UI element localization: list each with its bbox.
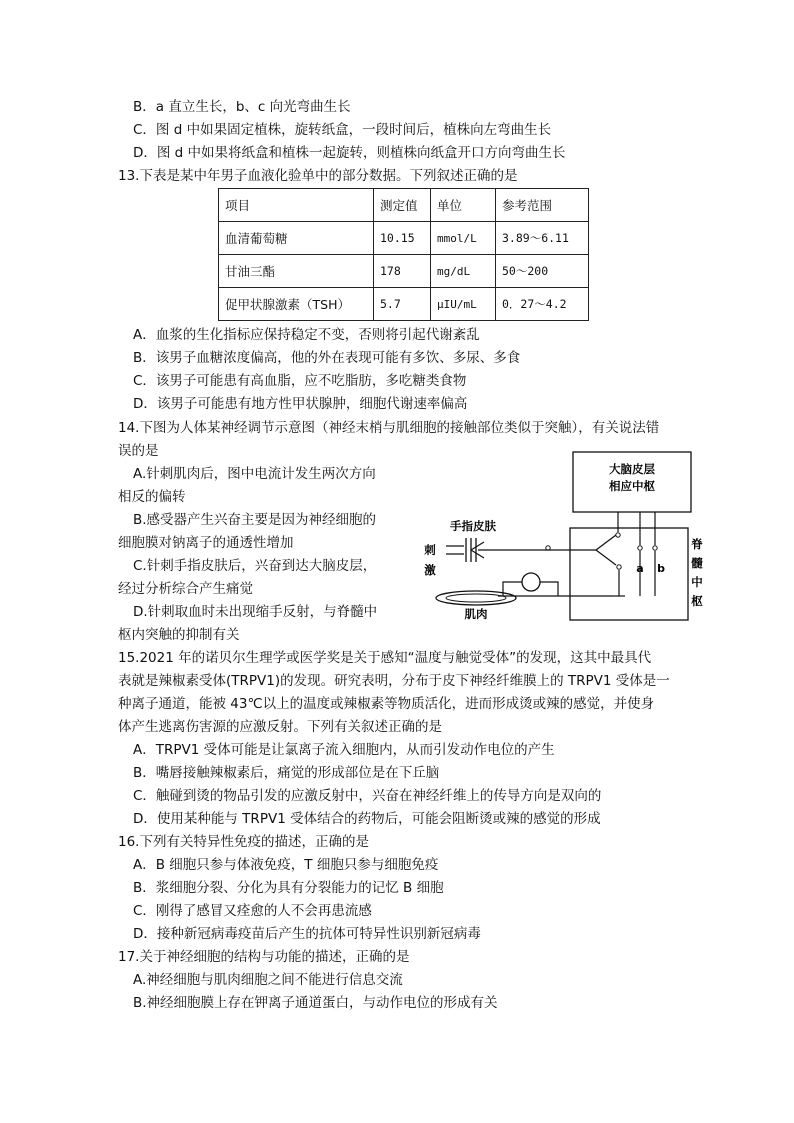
spinal-label: 脊 xyxy=(691,537,703,551)
table-cell: 178 xyxy=(374,255,431,288)
q15-option-a: A．TRPV1 受体可能是让氯离子流入细胞内，从而引发动作电位的产生 xyxy=(133,742,555,758)
q14-option-d: D.针刺取血时未出现缩手反射，与脊髓中 xyxy=(133,604,378,620)
q17-option-b: B.神经细胞膜上存在钾离子通道蛋白，与动作电位的形成有关 xyxy=(133,995,498,1011)
q16-stem: 16.下列有关特异性免疫的描述，正确的是 xyxy=(118,834,369,850)
q12-option-b: B．a 直立生长，b、c 向光弯曲生长 xyxy=(133,99,351,115)
table-header-row xyxy=(219,189,589,222)
table-cell: 50～200 xyxy=(496,255,589,288)
q14-option-d-cont: 枢内突触的抑制有关 xyxy=(118,627,240,643)
q13-option-c: C．该男子可能患有高血脂，应不吃脂肪，多吃糖类食物 xyxy=(133,373,467,389)
q16-option-c: C．刚得了感冒又痊愈的人不会再患流感 xyxy=(133,903,372,919)
muscle-icon xyxy=(436,591,516,605)
table-header: 单位 xyxy=(431,189,496,222)
table-cell: μIU/mL xyxy=(431,288,496,321)
galvanometer-icon xyxy=(522,573,540,591)
table-header: 参考范围 xyxy=(496,189,589,222)
q17-option-a: A.神经细胞与肌肉细胞之间不能进行信息交流 xyxy=(133,972,403,988)
stimulus-label: 激 xyxy=(424,563,436,577)
point-b-label: b xyxy=(657,562,665,575)
q13-option-d: D．该男子可能患有地方性甲状腺肿，细胞代谢速率偏高 xyxy=(133,396,468,412)
table-cell: 10.15 xyxy=(374,222,431,255)
q12-option-d: D．图 d 中如果将纸盒和植株一起旋转，则植株向纸盒开口方向弯曲生长 xyxy=(133,145,566,161)
q13-stem: 13.下表是某中年男子血液化验单中的部分数据。下列叙述正确的是 xyxy=(118,168,518,184)
table-cell: 血清葡萄糖 xyxy=(219,222,374,255)
table-cell: 5.7 xyxy=(374,288,431,321)
table-cell: 促甲状腺激素（TSH） xyxy=(219,288,374,321)
finger-skin-label: 手指皮肤 xyxy=(450,519,496,533)
table-cell: 0．27～4.2 xyxy=(496,288,589,321)
q15-stem-cont: 表就是辣椒素受体(TRPV1)的发现。研究表明，分布于皮下神经纤维膜上的 TRPV1 受体是一 xyxy=(118,673,670,689)
stimulus-label: 刺 xyxy=(424,543,436,557)
lab-results-table xyxy=(218,188,589,321)
neural-regulation-diagram xyxy=(418,450,708,630)
table-cell: 甘油三酯 xyxy=(219,255,374,288)
muscle-label: 肌肉 xyxy=(464,607,488,621)
table-cell: 3.89～6.11 xyxy=(496,222,589,255)
table-row xyxy=(219,288,589,321)
q15-stem-cont: 体产生逃离伤害源的应激反射。下列有关叙述正确的是 xyxy=(118,719,442,735)
table-header: 项目 xyxy=(219,189,374,222)
q14-option-c: C.针刺手指皮肤后，兴奋到达大脑皮层， xyxy=(133,558,377,574)
q15-option-d: D．使用某种能与 TRPV1 受体结合的药物后，可能会阻断烫或辣的感觉的形成 xyxy=(133,811,601,827)
q15-option-c: C．触碰到烫的物品引发的应激反射中，兴奋在神经纤维上的传导方向是双向的 xyxy=(133,788,602,804)
q13-option-a: A．血浆的生化指标应保持稳定不变，否则将引起代谢紊乱 xyxy=(133,327,480,343)
q15-option-b: B．嘴唇接触辣椒素后，痛觉的形成部位是在下丘脑 xyxy=(133,765,440,781)
table-header: 测定值 xyxy=(374,189,431,222)
q16-option-a: A．B 细胞只参与体液免疫，T 细胞只参与细胞免疫 xyxy=(133,857,439,873)
point-a-label: a xyxy=(636,562,644,575)
q16-option-d: D．接种新冠病毒疫苗后产生的抗体可特异性识别新冠病毒 xyxy=(133,926,481,942)
q12-option-c: C．图 d 中如果固定植株，旋转纸盒，一段时间后，植株向左弯曲生长 xyxy=(133,122,552,138)
cortex-label: 大脑皮层 xyxy=(609,462,655,476)
q13-option-b: B．该男子血糖浓度偏高，他的外在表现可能有多饮、多尿、多食 xyxy=(133,350,521,366)
spinal-label: 髓 xyxy=(691,556,703,570)
q14-option-a-cont: 相反的偏转 xyxy=(118,489,186,505)
q15-stem-cont: 种离子通道，能被 43℃以上的温度或辣椒素等物质活化，进而形成烫或辣的感觉，并使身 xyxy=(118,696,655,712)
q16-option-b: B．浆细胞分裂、分化为具有分裂能力的记忆 B 细胞 xyxy=(133,880,444,896)
q14-option-c-cont: 经过分析综合产生痛觉 xyxy=(118,581,253,597)
table-cell: mg/dL xyxy=(431,255,496,288)
q14-stem-cont: 误的是 xyxy=(118,443,159,459)
q15-stem: 15.2021 年的诺贝尔生理学或医学奖是关于感知“温度与触觉受体”的发现，这其中最具代 xyxy=(118,650,652,666)
table-row xyxy=(219,222,589,255)
table-cell: mmol/L xyxy=(431,222,496,255)
q14-option-b: B.感受器产生兴奋主要是因为神经细胞的 xyxy=(133,512,377,528)
spinal-cord-box xyxy=(570,528,688,620)
q17-stem: 17.关于神经细胞的结构与功能的描述，正确的是 xyxy=(118,949,410,965)
q14-stem: 14.下图为人体某神经调节示意图（神经末梢与肌细胞的接触部位类似于突触），有关说法错 xyxy=(118,420,660,436)
q14-option-a: A.针刺肌肉后，图中电流计发生两次方向 xyxy=(133,466,376,482)
cortex-label: 相应中枢 xyxy=(609,479,655,493)
spinal-label: 中 xyxy=(691,575,703,589)
table-row xyxy=(219,255,589,288)
q14-option-b-cont: 细胞膜对钠离子的通透性增加 xyxy=(118,535,294,551)
spinal-label: 枢 xyxy=(691,594,703,608)
